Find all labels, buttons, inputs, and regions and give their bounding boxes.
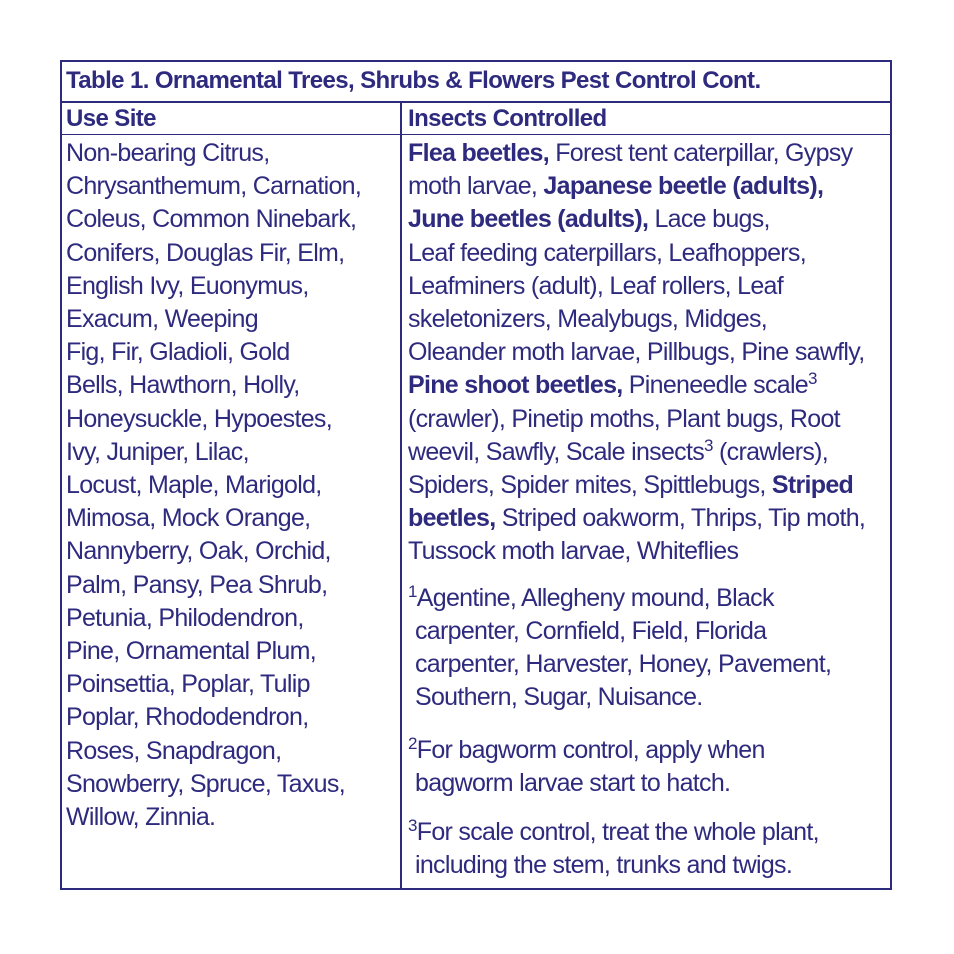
- footnote-text: For bagworm control, apply when: [416, 736, 765, 764]
- use-site-line: Chrysanthemum, Carnation,: [66, 172, 362, 201]
- use-site-line: Poplar, Rhododendron,: [66, 703, 309, 732]
- insect-text: Striped oakworm, Thrips, Tip moth,: [495, 504, 866, 533]
- use-site-line: Palm, Pansy, Pea Shrub,: [66, 570, 328, 599]
- use-site-column: [66, 137, 396, 834]
- use-site-line: Fig, Fir, Gladioli, Gold: [66, 338, 290, 367]
- header-use-site: Use Site: [66, 105, 156, 132]
- insect-bold: beetles,: [408, 504, 496, 533]
- use-site-line: Mimosa, Mock Orange,: [66, 504, 311, 533]
- use-site-line: Petunia, Philodendron,: [66, 603, 304, 632]
- header-insects-controlled: Insects Controlled: [408, 105, 607, 132]
- insect-bold: Flea beetles,: [408, 139, 549, 167]
- use-site-line: Pine, Ornamental Plum,: [66, 637, 316, 666]
- insect-text: Lace bugs,: [648, 205, 770, 234]
- use-site-line: Bells, Hawthorn, Holly,: [66, 371, 300, 400]
- footnote-ref: 3: [808, 369, 817, 389]
- insect-text: Forest tent caterpillar, Gypsy: [548, 139, 853, 167]
- use-site-line: Non-bearing Citrus,: [66, 139, 270, 167]
- use-site-line: Willow, Zinnia.: [66, 803, 216, 832]
- use-site-line: Honeysuckle, Hypoestes,: [66, 404, 332, 433]
- insect-text: (crawlers),: [712, 437, 829, 466]
- pest-control-table: [60, 60, 892, 890]
- insects-line: [408, 203, 892, 236]
- insects-line: Tussock moth larvae, Whiteflies: [408, 537, 739, 566]
- footnote-line: bagworm larvae start to hatch.: [415, 769, 731, 797]
- insects-line: (crawler), Pinetip moths, Plant bugs, Root: [408, 404, 840, 433]
- insect-text: Spiders, Spider mites, Spittlebugs,: [408, 471, 772, 500]
- footnote-line: Southern, Sugar, Nuisance.: [415, 683, 703, 711]
- header-rule: [62, 134, 890, 135]
- footnote-1: [408, 582, 892, 714]
- insects-line: [408, 502, 892, 535]
- use-site-line: Nannyberry, Oak, Orchid,: [66, 537, 331, 566]
- use-site-line: Conifers, Douglas Fir, Elm,: [66, 238, 345, 267]
- insects-line: Oleander moth larvae, Pillbugs, Pine sawfly,: [408, 338, 865, 367]
- column-divider: [400, 103, 402, 890]
- use-site-line: English Ivy, Euonymus,: [66, 271, 309, 300]
- insect-text: Pineneedle scale: [622, 371, 809, 400]
- insect-bold: June beetles (adults),: [408, 205, 649, 234]
- footnote-line: [408, 734, 892, 767]
- footnote-text: Agentine, Allegheny mound, Black: [416, 584, 774, 612]
- insect-text: moth larvae,: [408, 172, 544, 201]
- insects-column: [408, 137, 892, 569]
- footnote-line: carpenter, Harvester, Honey, Pavement,: [415, 650, 832, 678]
- insects-line: [408, 369, 892, 402]
- use-site-line: Snowberry, Spruce, Taxus,: [66, 769, 345, 798]
- footnote-marker: 2: [408, 734, 417, 753]
- footnote-3: [408, 816, 892, 882]
- insect-bold: Japanese beetle (adults),: [543, 172, 824, 201]
- footnote-marker: 3: [408, 816, 417, 835]
- footnote-ref: 3: [704, 435, 713, 455]
- insects-line: [408, 436, 892, 469]
- insects-line: [408, 170, 892, 203]
- footnote-2: [408, 734, 892, 800]
- footnote-line: including the stem, trunks and twigs.: [415, 851, 793, 879]
- table-title-row: [62, 62, 890, 103]
- insect-bold: Striped: [771, 471, 854, 500]
- footnote-line: [408, 816, 892, 849]
- footnote-text: For scale control, treat the whole plant,: [416, 818, 819, 846]
- use-site-line: Poinsettia, Poplar, Tulip: [66, 670, 310, 699]
- insect-bold: Pine shoot beetles,: [408, 371, 623, 400]
- insects-line: Leafminers (adult), Leaf rollers, Leaf: [408, 271, 783, 300]
- use-site-line: Coleus, Common Ninebark,: [66, 205, 357, 234]
- insects-line: skeletonizers, Mealybugs, Midges,: [408, 305, 768, 334]
- footnote-line: [408, 582, 892, 615]
- insects-line: [408, 469, 892, 502]
- use-site-line: Roses, Snapdragon,: [66, 736, 282, 765]
- footnote-line: carpenter, Cornfield, Field, Florida: [415, 617, 767, 645]
- insects-line: [408, 137, 892, 170]
- use-site-line: Locust, Maple, Marigold,: [66, 471, 322, 500]
- table-title: Table 1. Ornamental Trees, Shrubs & Flowers Pest Control Cont.: [66, 67, 761, 94]
- use-site-line: Ivy, Juniper, Lilac,: [66, 437, 249, 466]
- footnote-marker: 1: [408, 582, 417, 601]
- insects-line: Leaf feeding caterpillars, Leafhoppers,: [408, 238, 806, 267]
- insect-text: weevil, Sawfly, Scale insects: [408, 437, 705, 466]
- use-site-line: Exacum, Weeping: [66, 305, 258, 334]
